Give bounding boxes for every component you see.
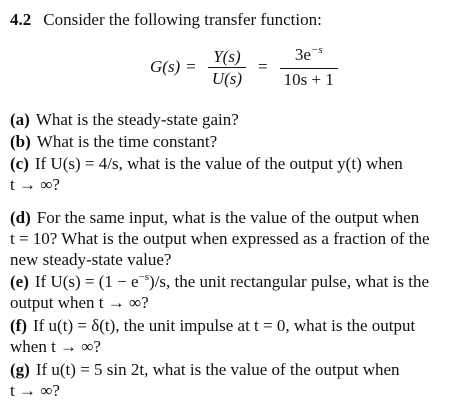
question-text: when t → ∞? xyxy=(10,337,101,356)
question-text: output when t → ∞? xyxy=(10,293,149,312)
transfer-function-equation xyxy=(150,44,344,90)
numerator-base: 3e xyxy=(294,45,311,64)
question-text: What is the time constant? xyxy=(36,132,218,151)
question-d xyxy=(10,208,419,228)
fraction-denominator: 10s + 1 xyxy=(283,70,334,89)
question-f xyxy=(10,316,415,336)
equals-sign: = xyxy=(258,57,268,76)
question-text: t = 10? What is the output when expressed as a fraction of the xyxy=(10,229,430,248)
fraction-denominator: U(s) xyxy=(211,68,243,88)
question-f-cont xyxy=(10,337,101,357)
question-e xyxy=(10,272,429,294)
question-label: (d) xyxy=(10,208,31,227)
question-b xyxy=(10,132,217,152)
question-g xyxy=(10,360,400,380)
question-label: (e) xyxy=(10,272,29,291)
fraction-transfer xyxy=(280,44,338,90)
question-label: (b) xyxy=(10,132,31,151)
question-text: For the same input, what is the value of the output when xyxy=(36,208,420,227)
question-exponent: −s xyxy=(138,271,150,283)
fraction-numerator: Y(s) xyxy=(213,46,241,66)
question-g-cont xyxy=(10,381,60,401)
question-label: (c) xyxy=(10,154,29,173)
question-e-cont xyxy=(10,293,149,313)
numerator-exponent: −s xyxy=(310,44,323,56)
question-text: If u(t) = δ(t), the unit impulse at t = 0, what is the output xyxy=(32,316,416,335)
equation-lhs: G(s) xyxy=(150,57,181,76)
equals-sign: = xyxy=(186,57,196,76)
question-c xyxy=(10,154,403,174)
question-text: If U(s) = (1 − e xyxy=(34,272,139,291)
question-a xyxy=(10,110,239,130)
question-c-cont xyxy=(10,175,60,195)
problem-number: 4.2 xyxy=(10,10,32,29)
question-text: t → ∞? xyxy=(10,175,60,194)
problem-intro: Consider the following transfer function: xyxy=(43,10,322,29)
fraction-y-over-u xyxy=(208,46,246,89)
question-text: )/s, the unit rectangular pulse, what is the xyxy=(149,272,429,291)
question-text: new steady-state value? xyxy=(10,250,172,269)
question-label: (g) xyxy=(10,360,30,379)
fraction-numerator xyxy=(291,44,327,68)
question-text: t → ∞? xyxy=(10,381,60,400)
question-label: (f) xyxy=(10,316,27,335)
question-d-cont xyxy=(10,229,430,249)
problem-header xyxy=(10,10,322,30)
question-d-cont2 xyxy=(10,250,171,270)
question-label: (a) xyxy=(10,110,30,129)
question-text: If U(s) = 4/s, what is the value of the output y(t) when xyxy=(34,154,403,173)
question-text: What is the steady-state gain? xyxy=(35,110,239,129)
question-text: If u(t) = 5 sin 2t, what is the value of the output when xyxy=(35,360,400,379)
